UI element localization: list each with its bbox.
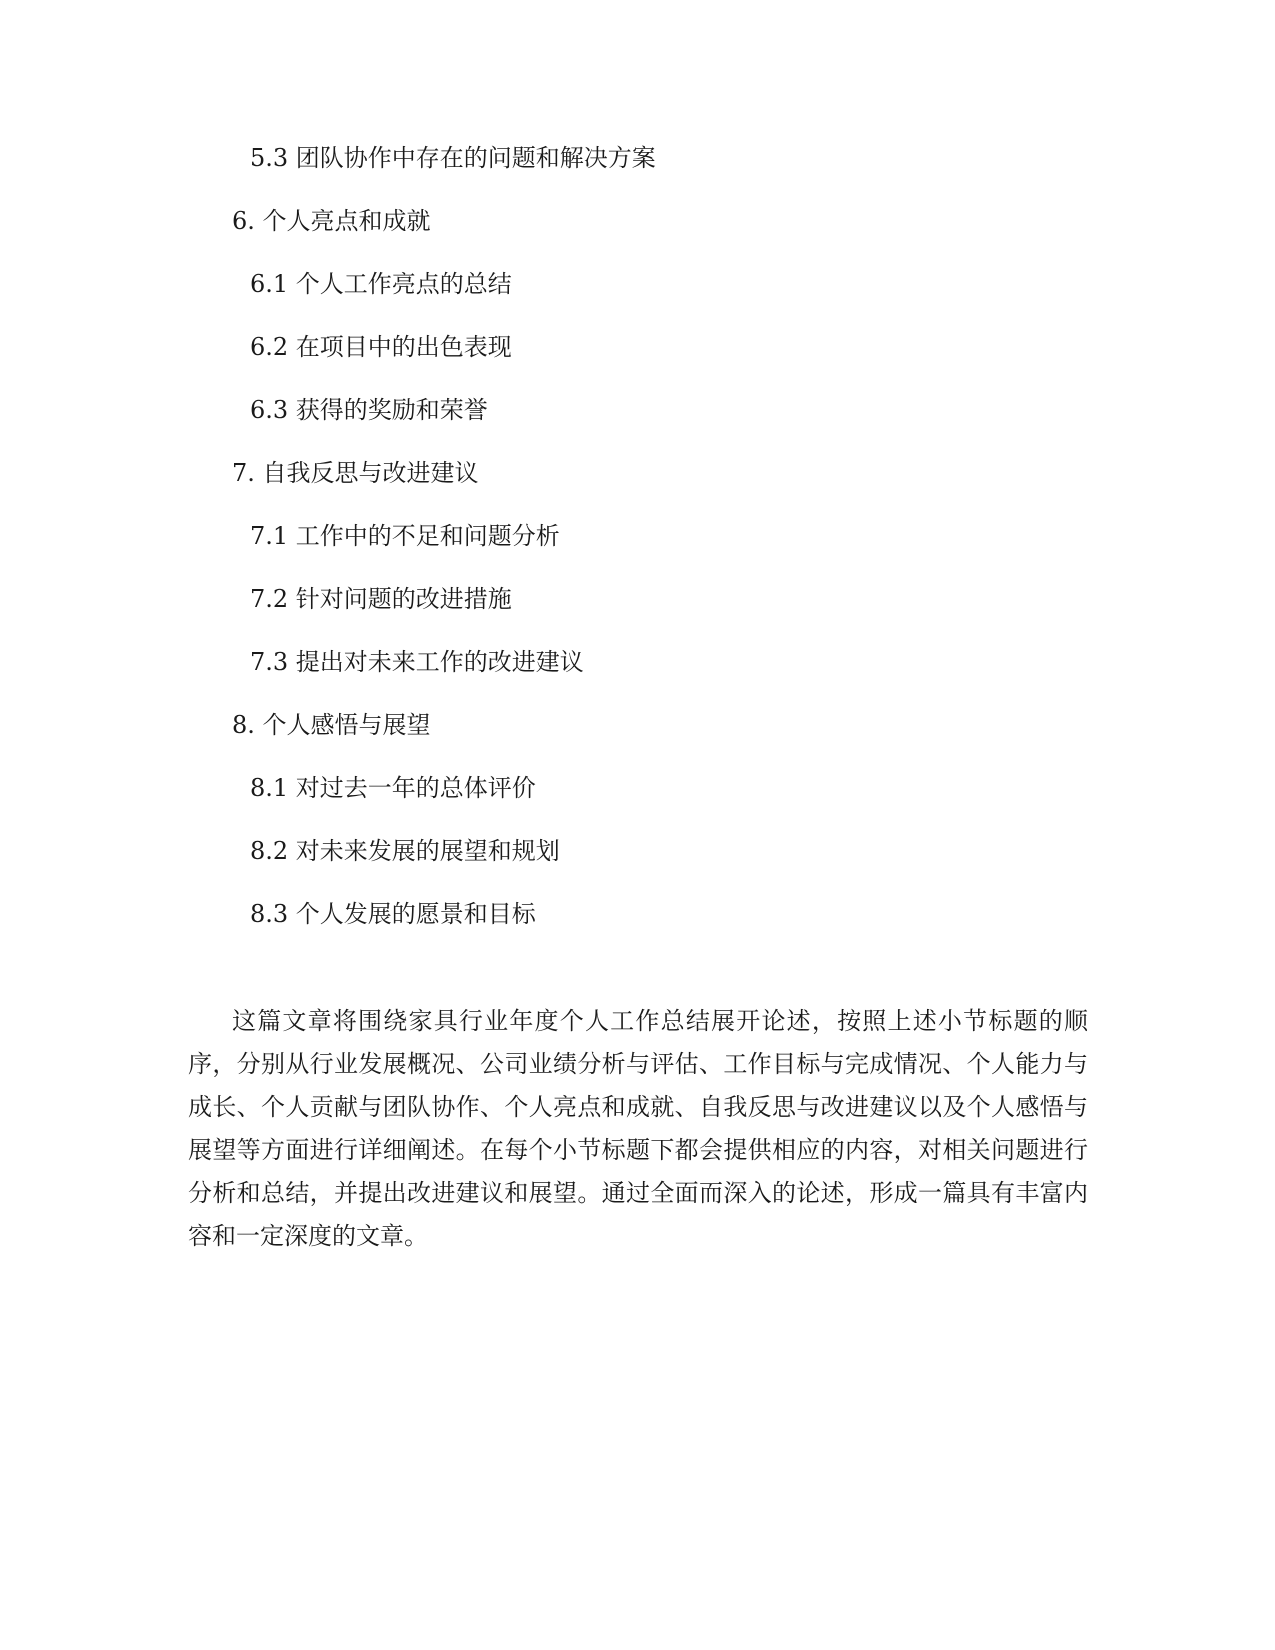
outline-item-6-3: 6.3 获得的奖励和荣誉 <box>250 396 488 424</box>
outline-item-6-1: 6.1 个人工作亮点的总结 <box>250 270 512 298</box>
body-paragraph: 这篇文章将围绕家具行业年度个人工作总结展开论述，按照上述小节标题的顺序，分别从行业发展概况、公司业绩分析与评估、工作目标与完成情况、个人能力与成长、个人贡献与团队协作、个人亮点和成就、自我反思与改进建议以及个人感悟与展望等方面进行详细阐述。在每个小节标题下都会提供相应的内容，对相关问题进行分析和总结，并提出改进建议和展望。通过全面而深入的论述，形成一篇具有丰富内容和一定深度的文章。 <box>188 1007 1088 1250</box>
outline-item-7-3: 7.3 提出对未来工作的改进建议 <box>250 648 584 676</box>
outline-heading-8: 8. 个人感悟与展望 <box>232 711 431 739</box>
outline-heading-6: 6. 个人亮点和成就 <box>232 207 431 235</box>
outline-item-5-3: 5.3 团队协作中存在的问题和解决方案 <box>250 144 656 172</box>
outline-item-7-1: 7.1 工作中的不足和问题分析 <box>250 522 560 550</box>
outline-item-7-2: 7.2 针对问题的改进措施 <box>250 585 512 613</box>
outline-item-6-2: 6.2 在项目中的出色表现 <box>250 333 512 361</box>
outline-heading-7: 7. 自我反思与改进建议 <box>232 459 479 487</box>
outline-item-8-3: 8.3 个人发展的愿景和目标 <box>250 900 536 928</box>
outline-item-8-1: 8.1 对过去一年的总体评价 <box>250 774 536 802</box>
outline-item-8-2: 8.2 对未来发展的展望和规划 <box>250 837 560 865</box>
